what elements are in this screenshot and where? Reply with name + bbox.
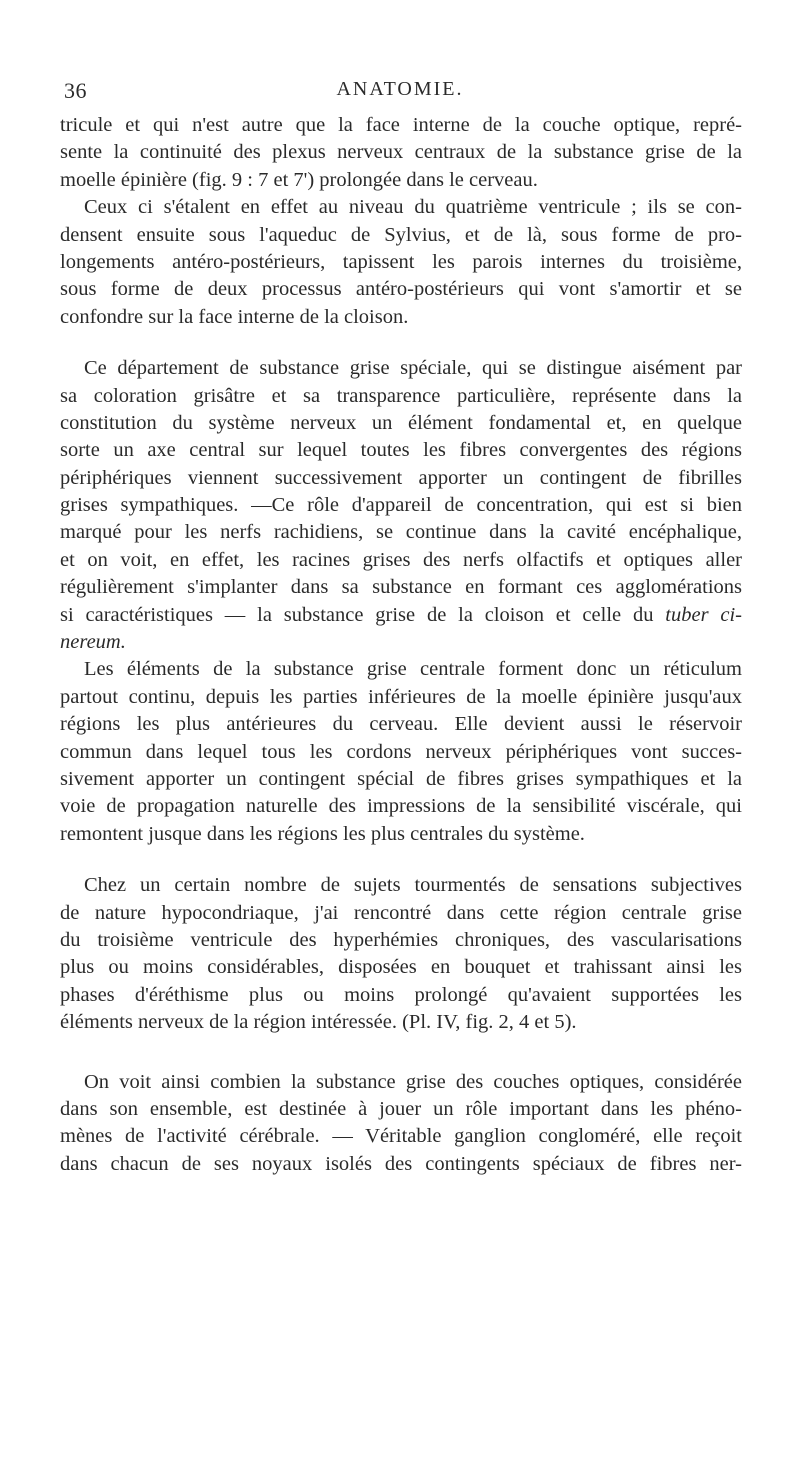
text-line: sivement apporter un contingent spécial de fibres grises sympathiques et la — [60, 767, 742, 790]
text-line: confondre sur la face interne de la cloison. — [60, 305, 409, 328]
text-line: sorte un axe central sur lequel toutes les fibres convergentes des régions — [60, 439, 742, 462]
text-line: phases d'éréthisme plus ou moins prolongé qu'avaient supportées les — [60, 983, 742, 1006]
text-line: constitution du système nerveux un élément fondamental et, en quelque — [60, 411, 742, 434]
italic-term: nereum. — [60, 631, 126, 654]
text-line: tricule et qui n'est autre que la face interne de la couche optique, repré- — [60, 114, 742, 136]
text-line: régulièrement s'implanter dans sa substance en formant ces agglomérations — [60, 576, 742, 599]
text-line: sous forme de deux processus antéro-postérieurs qui vont s'amortir et se — [60, 278, 742, 301]
paragraph — [60, 1069, 742, 1179]
text-line: mènes de l'activité cérébrale. — Véritable ganglion congloméré, elle reçoit — [60, 1125, 742, 1148]
text-line: Ce département de substance grise spéciale, qui se distingue aisément par — [84, 357, 742, 380]
text-line: Chez un certain nombre de sujets tourmentés de sensations subjectives — [84, 874, 742, 897]
paragraph — [60, 112, 742, 194]
text-line-with-italic — [60, 602, 742, 629]
paragraph — [60, 872, 742, 1036]
text-segment: si caractéristiques — la substance grise de la cloison et celle du — [60, 603, 654, 626]
text-line: Ceux ci s'étalent en effet au niveau du quatrième ventricule ; ils se con- — [84, 196, 742, 219]
text-line: grises sympathiques. —Ce rôle d'appareil de concentration, qui est si bien — [60, 494, 742, 517]
text-line: sente la continuité des plexus nerveux centraux de la substance grise de la — [60, 141, 742, 164]
text-line: périphériques viennent successivement apporter un contingent de fibrilles — [60, 466, 742, 489]
body-text — [60, 112, 742, 1178]
page-header — [60, 78, 740, 108]
text-line: marqué pour les nerfs rachidiens, se continue dans la cavité encéphalique, — [60, 521, 742, 544]
text-line: Les éléments de la substance grise centrale forment donc un réticulum — [84, 658, 742, 681]
text-line: densent ensuite sous l'aqueduc de Sylvius, et de là, sous forme de pro- — [60, 223, 742, 246]
paragraph — [60, 355, 742, 656]
text-line: de nature hypocondriaque, j'ai rencontré dans cette région centrale grise — [60, 901, 742, 924]
running-title: ANATOMIE. — [336, 78, 464, 100]
text-line: dans son ensemble, est destinée à jouer un rôle important dans les phéno- — [60, 1097, 742, 1120]
text-line: commun dans lequel tous les cordons nerveux périphériques vont succes- — [60, 740, 742, 763]
paragraph — [60, 656, 742, 848]
italic-term: tuber ci- — [665, 603, 742, 626]
text-line: voie de propagation naturelle des impressions de la sensibilité viscérale, qui — [60, 795, 742, 818]
text-line: du troisième ventricule des hyperhémies chroniques, des vascularisations — [60, 928, 742, 951]
paragraph-gap — [60, 1037, 742, 1069]
paragraph — [60, 194, 742, 331]
text-line: éléments nerveux de la région intéressée. (Pl. IV, fig. 2, 4 et 5). — [60, 1011, 577, 1034]
text-line: dans chacun de ses noyaux isolés des contingents spéciaux de fibres ner- — [60, 1152, 742, 1175]
text-line: et on voit, en effet, les racines grises des nerfs olfactifs et optiques aller — [60, 548, 742, 571]
text-line: longements antéro-postérieurs, tapissent les parois internes du troisième, — [60, 250, 742, 273]
text-line: partout continu, depuis les parties inférieures de la moelle épinière jusqu'aux — [60, 685, 742, 708]
text-line: sa coloration grisâtre et sa transparence particulière, représente dans la — [60, 384, 742, 407]
text-line: plus ou moins considérables, disposées en bouquet et trahissant ainsi les — [60, 956, 742, 979]
text-line: remontent jusque dans les régions les plus centrales du système. — [60, 822, 585, 845]
paragraph-gap — [60, 848, 742, 872]
text-line: moelle épinière (fig. 9 : 7 et 7') prolongée dans le cerveau. — [60, 168, 538, 191]
text-line — [60, 629, 742, 656]
page-number: 36 — [64, 78, 87, 103]
text-line: On voit ainsi combien la substance grise des couches optiques, considérée — [84, 1070, 742, 1093]
text-line: régions les plus antérieures du cerveau. Elle devient aussi le réservoir — [60, 713, 742, 736]
paragraph-gap — [60, 331, 742, 355]
